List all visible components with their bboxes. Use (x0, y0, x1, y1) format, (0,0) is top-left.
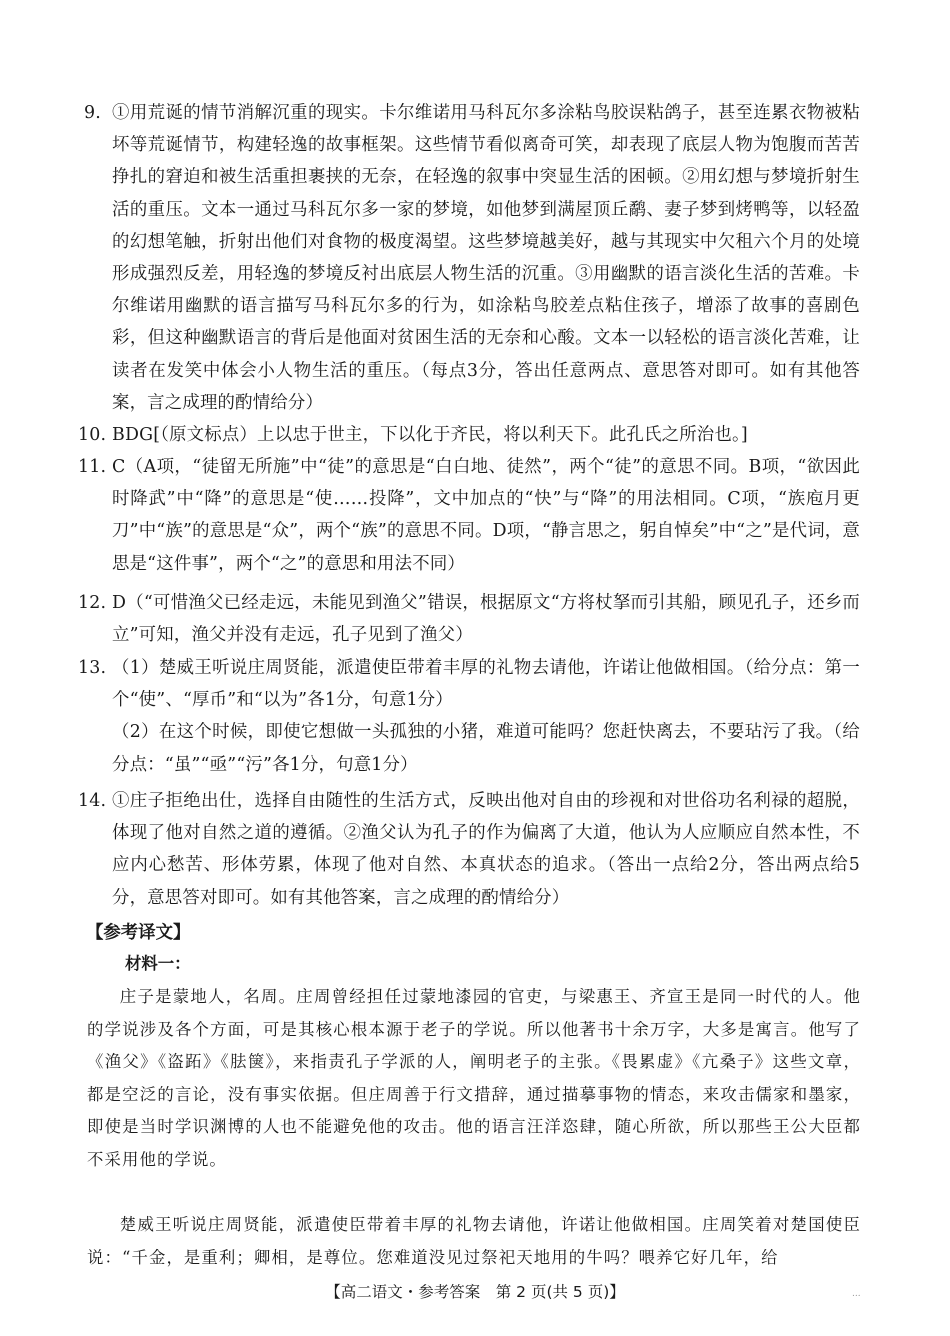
answer-11 (78, 451, 860, 580)
answer-10 (78, 419, 860, 451)
answer-text: D（“可惜渔父已经走远，未能见到渔父”错误，根据原文“方将杖拏而引其船，顾见孔子，还乡而立”可知，渔父并没有走远，孔子见到了渔父） (112, 593, 860, 646)
translation-paragraph: 庄子是蒙地人，名周。庄周曾经担任过蒙地漆园的官吏，与梁惠王、齐宣王是同一时代的人。他的学说涉及各个方面，可是其核心根本源于老子的学说。所以他著书十余万字，大多是寓言。他写了《渔父》《盗跖》《胠箧》，来指责孔子学派的人，阐明老子的主张。《畏累虚》《亢桑子》这些文章，都是空泛的言论，没有事实依据。但庄周善于行文措辞，通过描摹事物的情态，来攻击儒家和墨家，即使是当时学识渊博的人也不能避免他的攻击。他的语言汪洋恣肆，随心所欲，所以那些王公大臣都不采用他的学说。 (87, 987, 861, 1169)
translation-heading: 【参考译文】 (86, 923, 191, 943)
answer-number: 10. (78, 425, 107, 445)
page-footer: 【高二语文・参考答案 第 2 页(共 5 页)】 (325, 1283, 625, 1301)
answer-12 (78, 587, 860, 651)
material-title: 材料一： (125, 954, 191, 973)
answer-number: 13. (78, 658, 107, 678)
answer-text-part-2: （2）在这个时候，即使它想做一头孤独的小猪，难道可能吗？您赶快离去，不要玷污了我。（给分点：“虽”“亟”“污”各1分，句意1分） (112, 722, 860, 775)
answer-text: ①用荒诞的情节消解沉重的现实。卡尔维诺用马科瓦尔多涂粘鸟胶误粘鸽子，甚至连累衣物被粘坏等荒诞情节，构建轻逸的故事框架。这些情节看似离奇可笑，却表现了底层人物为饱腹而苦苦挣扎的窘迫和被生活重担裹挟的无奈，在轻逸的叙事中突显生活的困顿。②用幻想与梦境折射生活的重压。文本一通过马科瓦尔多一家的梦境，如他梦到满屋顶丘鹬、妻子梦到烤鸭等，以轻盈的幻想笔触，折射出他们对食物的极度渴望。这些梦境越美好，越与其现实中欠租六个月的处境形成强烈反差，用轻逸的梦境反衬出底层人物生活的沉重。③用幽默的语言淡化生活的苦难。卡尔维诺用幽默的语言描写马科瓦尔多的行为，如涂粘鸟胶差点粘住孩子，增添了故事的喜剧色彩，但这种幽默语言的背后是他面对贫困生活的无奈和心酸。文本一以轻松的语言淡化苦难，让读者在发笑中体会小人物生活的重压。（每点3分，答出任意两点、意思答对即可。如有其他答案，言之成理的酌情给分） (112, 103, 860, 413)
answer-text: BDG[（原文标点）上以忠于世主，下以化于齐民，将以利天下。此孔氏之所治也。] (112, 425, 748, 445)
answer-14 (78, 785, 860, 914)
answer-9 (84, 97, 860, 419)
answer-number: 14. (78, 791, 107, 811)
answer-13 (78, 652, 860, 781)
answer-text: C（A项，“徒留无所施”中“徒”的意思是“白白地、徒然”，两个“徒”的意思不同。B项，“欲因此时降武”中“降”的意思是“使……投降”，文中加点的“快”与“降”的用法相同。C项，“族庖月更刀”中“族”的意思是“众”，两个“族”的意思不同。D项，“静言思之，躬自悼矣”中“之”是代词，意思是“这件事”，两个“之”的意思和用法不同） (112, 457, 860, 574)
answer-number: 11. (78, 457, 107, 477)
answer-text: ①庄子拒绝出仕，选择自由随性的生活方式，反映出他对自由的珍视和对世俗功名利禄的超脱，体现了他对自然之道的遵循。②渔父认为孔子的作为偏离了大道，他认为人应顺应自然本性，不应内心愁苦、形体劳累，体现了他对自然、本真状态的追求。（答出一点给2分，答出两点给5分，意思答对即可。如有其他答案，言之成理的酌情给分） (112, 791, 860, 908)
corner-mark: ... (852, 1289, 861, 1299)
answer-text-part-1: （1）楚威王听说庄周贤能，派遣使臣带着丰厚的礼物去请他，许诺让他做相国。（给分点：第一个“使”、“厚币”和“以为”各1分，句意1分） (112, 658, 860, 711)
answer-number: 12. (78, 593, 107, 613)
answer-number: 9. (84, 103, 101, 123)
translation-paragraph: 楚威王听说庄周贤能，派遣使臣带着丰厚的礼物去请他，许诺让他做相国。庄周笑着对楚国使臣说：“千金，是重利；卿相，是尊位。您难道没见过祭祀天地用的牛吗？喂养它好几年，给 (87, 1215, 861, 1267)
